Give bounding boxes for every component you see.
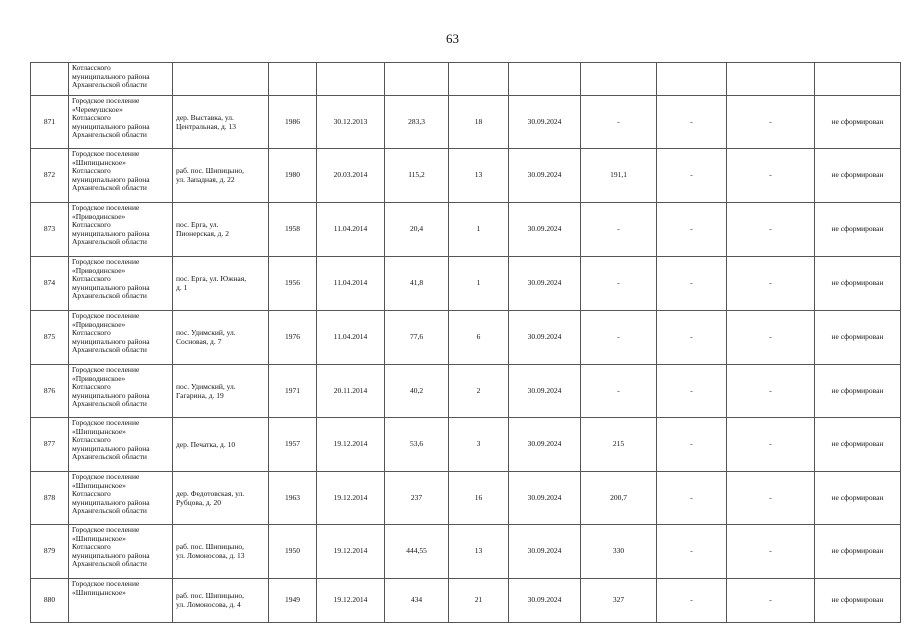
cell-organization (69, 96, 173, 149)
cell-address (173, 418, 269, 472)
cell-col9: - (657, 96, 727, 149)
cell-col9: - (657, 525, 727, 579)
org-line: Котласского (72, 489, 111, 499)
org-line: муниципального района (72, 497, 150, 507)
org-line: «Приводинское» (72, 373, 126, 383)
cell-status: не сформирован (815, 579, 901, 623)
org-line: Городское поселение (72, 149, 140, 158)
cell-date-planned: 30.09.2024 (509, 96, 581, 149)
address-line: раб. пос. Шипицыно, (176, 591, 244, 601)
cell-date-recognized: 19.12.2014 (317, 579, 385, 623)
cell-col10: - (727, 472, 815, 525)
address-line: пос. Ерга, ул. Южная, (176, 274, 247, 284)
address-line: раб. пос. Шипицыно, (176, 166, 244, 176)
cell-date-planned: 30.09.2024 (509, 472, 581, 525)
cell-organization (69, 149, 173, 203)
cell-status: не сформирован (815, 311, 901, 365)
cell-date-planned: 30.09.2024 (509, 418, 581, 472)
cell-organization (69, 579, 173, 623)
cell-col8: - (581, 365, 657, 418)
org-line: муниципального района (72, 228, 150, 238)
org-line: Архангельской области (72, 559, 147, 569)
cell-num: 873 (31, 203, 69, 257)
org-line: Городское поселение (72, 418, 140, 427)
org-line: муниципального района (72, 443, 150, 453)
cell-num: 880 (31, 579, 69, 623)
cell-address (173, 149, 269, 203)
cell-status: не сформирован (815, 149, 901, 203)
table-row (31, 472, 901, 525)
address-line: ул. Ломоносова, д. 4 (176, 600, 241, 609)
cell-year: 1958 (269, 203, 317, 257)
cell-num: 871 (31, 96, 69, 149)
org-line: «Приводинское» (72, 211, 126, 221)
org-line: Городское поселение (72, 257, 140, 266)
cell-organization (69, 365, 173, 418)
org-line: муниципального района (72, 390, 150, 400)
cell-col9: - (657, 472, 727, 525)
org-line: Городское поселение (72, 579, 140, 588)
org-line: Архангельской области (72, 130, 147, 140)
cell-area: 20,4 (385, 203, 449, 257)
cell-date-planned: 30.09.2024 (509, 579, 581, 623)
cell-col10: - (727, 525, 815, 579)
table-row (31, 257, 901, 311)
cell-address (173, 311, 269, 365)
cell-year: 1986 (269, 96, 317, 149)
cell-date-planned: 30.09.2024 (509, 257, 581, 311)
cell-col9: - (657, 149, 727, 203)
cell-status: не сформирован (815, 525, 901, 579)
cell-num: 875 (31, 311, 69, 365)
cell-num: 878 (31, 472, 69, 525)
cell-col8: 191,1 (581, 149, 657, 203)
table-row (31, 579, 901, 623)
org-line: Котласского (72, 382, 111, 392)
org-line: муниципального района (72, 174, 150, 184)
address-line: д. 1 (176, 283, 188, 292)
cell-area: 444,55 (385, 525, 449, 579)
address-line: ул. Ломоносова, д. 13 (176, 551, 245, 560)
cell-col8: - (581, 311, 657, 365)
cell-date-planned: 30.09.2024 (509, 311, 581, 365)
table-row (31, 149, 901, 203)
address-line: ул. Западная, д. 22 (176, 175, 235, 184)
cell-area: 115,2 (385, 149, 449, 203)
cell-status: не сформирован (815, 472, 901, 525)
cell-status: не сформирован (815, 365, 901, 418)
org-line: Котласского (72, 542, 111, 552)
cell-date-planned (509, 63, 581, 96)
cell-organization (69, 525, 173, 579)
cell-col8: 200,7 (581, 472, 657, 525)
cell-organization (69, 257, 173, 311)
table-body (31, 63, 901, 623)
org-line: «Черемушское» (72, 104, 123, 114)
org-line: Котласского (72, 435, 111, 445)
org-line: муниципального района (72, 282, 150, 292)
org-line: муниципального района (72, 71, 150, 81)
housing-registry-table (30, 62, 901, 623)
cell-col10: - (727, 96, 815, 149)
cell-status: не сформирован (815, 257, 901, 311)
cell-col8 (581, 63, 657, 96)
org-line: Архангельской области (72, 506, 147, 516)
org-line: Котласского (72, 166, 111, 176)
org-line: Архангельской области (72, 345, 147, 355)
cell-year: 1949 (269, 579, 317, 623)
cell-residents: 13 (449, 149, 509, 203)
org-line: «Шипицынское» (72, 426, 126, 436)
cell-year: 1980 (269, 149, 317, 203)
cell-year: 1963 (269, 472, 317, 525)
cell-status (815, 63, 901, 96)
address-line: пос. Удимский, ул. (176, 381, 236, 391)
cell-col10: - (727, 579, 815, 623)
cell-year: 1971 (269, 365, 317, 418)
cell-year: 1976 (269, 311, 317, 365)
address-line: Пионерская, д. 2 (176, 229, 229, 238)
cell-col10: - (727, 203, 815, 257)
org-line: «Приводинское» (72, 265, 126, 275)
cell-date-recognized: 19.12.2014 (317, 418, 385, 472)
org-line: муниципального района (72, 550, 150, 560)
org-line: «Шипицынское» (72, 480, 126, 490)
org-line: «Шипицынское» (72, 587, 126, 597)
cell-area: 77,6 (385, 311, 449, 365)
cell-area: 40,2 (385, 365, 449, 418)
cell-residents (449, 63, 509, 96)
org-line: «Приводинское» (72, 319, 126, 329)
cell-col9: - (657, 365, 727, 418)
cell-num: 877 (31, 418, 69, 472)
cell-area: 283,3 (385, 96, 449, 149)
org-line: Городское поселение (72, 525, 140, 534)
org-line: Архангельской области (72, 399, 147, 409)
address-line: Рубцова, д. 20 (176, 497, 221, 507)
org-line: Котласского (72, 220, 111, 230)
cell-area: 53,6 (385, 418, 449, 472)
cell-col9: - (657, 579, 727, 623)
cell-address (173, 96, 269, 149)
cell-organization (69, 63, 173, 96)
table-row (31, 525, 901, 579)
cell-residents: 6 (449, 311, 509, 365)
cell-col8: 215 (581, 418, 657, 472)
address-line: дер. Выставка, ул. (176, 112, 234, 122)
address-line: раб. пос. Шипицыно, (176, 542, 244, 552)
org-line: «Шипицынское» (72, 533, 126, 543)
org-line: Городское поселение (72, 203, 140, 212)
cell-col10: - (727, 311, 815, 365)
cell-date-planned: 30.09.2024 (509, 525, 581, 579)
org-line: Архангельской области (72, 80, 147, 90)
cell-area: 434 (385, 579, 449, 623)
org-line: Архангельской области (72, 291, 147, 301)
cell-col8: 330 (581, 525, 657, 579)
cell-date-planned: 30.09.2024 (509, 149, 581, 203)
cell-col8: 327 (581, 579, 657, 623)
cell-date-recognized: 30.12.2013 (317, 96, 385, 149)
org-line: муниципального района (72, 121, 150, 131)
cell-num: 879 (31, 525, 69, 579)
table-row (31, 365, 901, 418)
org-line: Котласского (72, 63, 111, 72)
cell-num: 874 (31, 257, 69, 311)
address-line: пос. Удимский, ул. (176, 328, 236, 338)
cell-col9: - (657, 311, 727, 365)
cell-year: 1950 (269, 525, 317, 579)
cell-address (173, 203, 269, 257)
cell-col9 (657, 63, 727, 96)
cell-residents: 18 (449, 96, 509, 149)
cell-organization (69, 203, 173, 257)
address-line: Сосновая, д. 7 (176, 337, 222, 346)
cell-date-recognized: 19.12.2014 (317, 525, 385, 579)
cell-date-recognized: 19.12.2014 (317, 472, 385, 525)
org-line: Архангельской области (72, 452, 147, 462)
cell-col8: - (581, 257, 657, 311)
cell-address (173, 472, 269, 525)
cell-year: 1957 (269, 418, 317, 472)
org-line: Архангельской области (72, 237, 147, 247)
org-line: Городское поселение (72, 472, 140, 481)
table-row (31, 96, 901, 149)
cell-address (173, 525, 269, 579)
cell-year (269, 63, 317, 96)
org-line: Архангельской области (72, 183, 147, 193)
cell-date-recognized: 20.11.2014 (317, 365, 385, 418)
address-line: дер. Печатка, д. 10 (176, 439, 236, 449)
cell-organization (69, 472, 173, 525)
cell-col10: - (727, 149, 815, 203)
address-line: дер. Федотовская, ул. (176, 488, 245, 498)
cell-status: не сформирован (815, 96, 901, 149)
cell-residents: 16 (449, 472, 509, 525)
cell-date-recognized: 11.04.2014 (317, 257, 385, 311)
org-line: Городское поселение (72, 96, 140, 105)
cell-area: 41,8 (385, 257, 449, 311)
cell-residents: 1 (449, 257, 509, 311)
cell-date-recognized: 20.03.2014 (317, 149, 385, 203)
cell-col10: - (727, 365, 815, 418)
cell-residents: 21 (449, 579, 509, 623)
cell-residents: 1 (449, 203, 509, 257)
org-line: муниципального района (72, 336, 150, 346)
cell-address (173, 257, 269, 311)
cell-address (173, 579, 269, 623)
cell-col9: - (657, 257, 727, 311)
cell-num (31, 63, 69, 96)
cell-organization (69, 418, 173, 472)
cell-organization (69, 311, 173, 365)
table-row (31, 203, 901, 257)
cell-col10 (727, 63, 815, 96)
continuation-row (31, 63, 901, 96)
cell-residents: 2 (449, 365, 509, 418)
cell-residents: 3 (449, 418, 509, 472)
cell-date-planned: 30.09.2024 (509, 203, 581, 257)
address-line: Гагарина, д. 19 (176, 390, 224, 400)
cell-col10: - (727, 418, 815, 472)
cell-col8: - (581, 96, 657, 149)
cell-col9: - (657, 203, 727, 257)
cell-area (385, 63, 449, 96)
org-line: Городское поселение (72, 365, 140, 374)
cell-date-planned: 30.09.2024 (509, 365, 581, 418)
table-row (31, 418, 901, 472)
org-line: Котласского (72, 113, 111, 123)
cell-num: 872 (31, 149, 69, 203)
cell-col9: - (657, 418, 727, 472)
cell-year: 1956 (269, 257, 317, 311)
table-row (31, 311, 901, 365)
address-line: пос. Ерга, ул. (176, 220, 219, 230)
cell-address (173, 63, 269, 96)
address-line: Центральная, д. 13 (176, 121, 237, 131)
org-line: Городское поселение (72, 311, 140, 320)
cell-date-recognized: 11.04.2014 (317, 311, 385, 365)
cell-address (173, 365, 269, 418)
cell-date-recognized (317, 63, 385, 96)
cell-num: 876 (31, 365, 69, 418)
cell-status: не сформирован (815, 203, 901, 257)
cell-area: 237 (385, 472, 449, 525)
org-line: «Шипицынское» (72, 157, 126, 167)
cell-col8: - (581, 203, 657, 257)
cell-residents: 13 (449, 525, 509, 579)
cell-col10: - (727, 257, 815, 311)
cell-status: не сформирован (815, 418, 901, 472)
org-line: Котласского (72, 328, 111, 338)
cell-date-recognized: 11.04.2014 (317, 203, 385, 257)
org-line: Котласского (72, 274, 111, 284)
page-number: 63 (446, 31, 459, 46)
